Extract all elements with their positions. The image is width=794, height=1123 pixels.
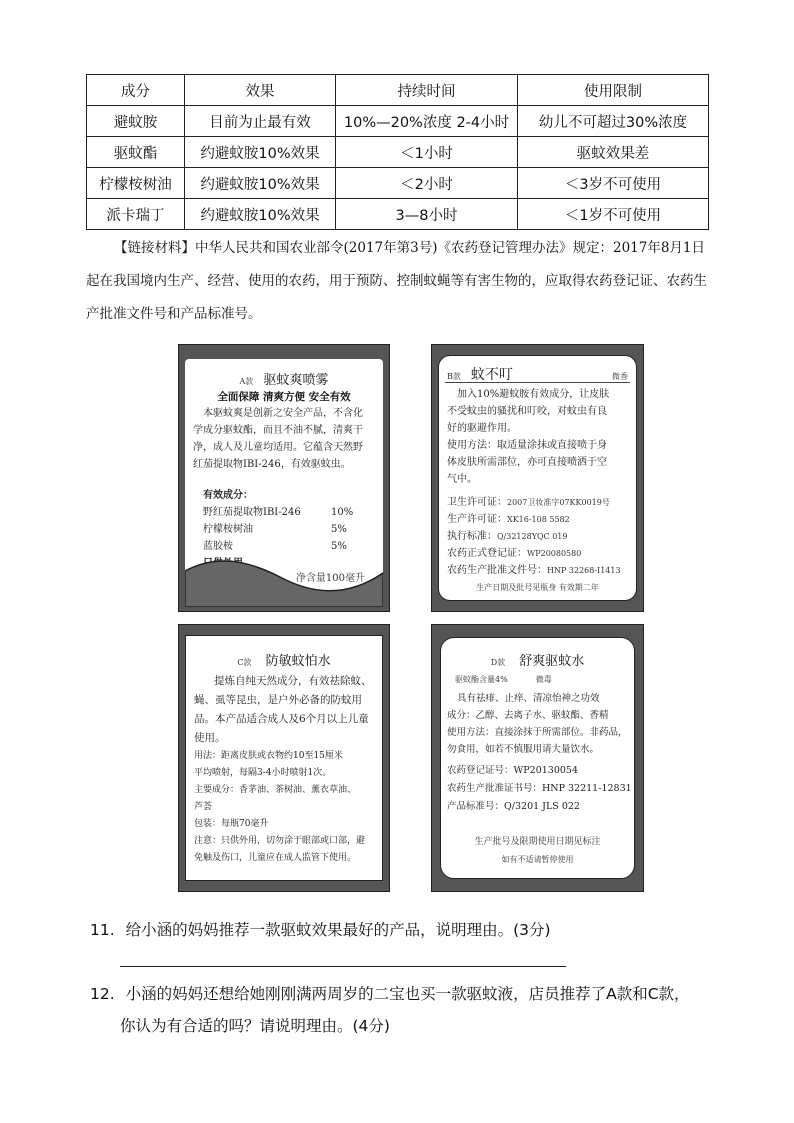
reg-value: WP20080580 — [527, 549, 582, 558]
desc-line: 品。本产品适合成人及6个月以上儿童 — [194, 713, 369, 725]
table-cell: 3—8小时 — [336, 199, 518, 230]
desc-line: 具有祛痱、止痒、清凉怡神之功效 — [457, 693, 600, 704]
ingredient-pct: 5% — [331, 541, 347, 552]
table-row — [87, 199, 709, 230]
table-cell: 约避蚊胺10%效果 — [185, 137, 336, 168]
table-cell: 约避蚊胺10%效果 — [185, 168, 336, 199]
link-material-paragraph: 【链接材料】中华人民共和国农业部令(2017年第3号)《农药登记管理办法》规定：2017年8月1日起在我国境内生产、经营、使用的农药，用于预防、控制蚊蝇等有害生物的，应取得农药登记证、农药生产批准文件号和产品标准号。 — [86, 240, 707, 322]
detail-line: 平均喷射，每隔3-4小时喷射1次。 — [194, 768, 332, 778]
table-row — [87, 137, 709, 168]
table-cell: 避蚊胺 — [87, 106, 185, 137]
table-cell: ＜2小时 — [336, 168, 518, 199]
label-tag: A款 — [239, 377, 254, 386]
content-line-key: 驱蚊酯含量4% — [455, 675, 508, 684]
detail-line: 芦荟 — [194, 802, 213, 812]
table-cell: 派卡瑞丁 — [87, 199, 185, 230]
desc-line: 学成分驱蚊酯，而且不油不腻，清爽干 — [193, 425, 363, 436]
reg-value: HNP 32268-I1413 — [547, 566, 621, 575]
detail-line: 包装：每瓶70毫升 — [194, 819, 269, 829]
question-text-continued: 你认为有合适的吗？请说明理由。(4分) — [120, 1017, 390, 1035]
desc-line: 加入10%避蚊胺有效成分，让皮肤 — [457, 389, 610, 400]
product-name: 蚊不叮 — [470, 367, 513, 383]
desc-line: 提炼自纯天然成分，有效祛除蚊、 — [214, 675, 372, 687]
detail-line: 用法：距离皮肤或衣物约10至15厘米 — [194, 751, 343, 761]
label-tag: B款 — [447, 372, 461, 381]
product-label-a — [178, 344, 390, 612]
label-tag: C款 — [237, 658, 252, 667]
table-cell: 目前为止最有效 — [185, 106, 336, 137]
divider — [445, 382, 630, 383]
question-number: 11. — [90, 921, 115, 939]
table-header-row — [87, 75, 709, 106]
product-note: 微香 — [612, 372, 628, 381]
label-footer: 如有不适请暂停使用 — [501, 855, 574, 864]
table-header: 使用限制 — [518, 75, 709, 106]
reg-key: 执行标准： — [447, 531, 497, 542]
reg-line: 产品标准号：Q/3201 JLS 022 — [447, 801, 580, 812]
ingredient-pct: 5% — [331, 524, 347, 535]
desc-line: 使用方法：直接涂抹于所需部位。非药品， — [447, 727, 628, 738]
reg-value: XK16-108 5582 — [507, 515, 570, 524]
detail-line: 主要成分：香茅油、茶树油、薰衣草油、 — [194, 785, 357, 795]
question-number: 12. — [90, 985, 115, 1003]
table-cell: 驱蚊酯 — [87, 137, 185, 168]
table-row — [87, 168, 709, 199]
ingredient-name: 柠檬桉树油 — [203, 524, 253, 535]
table-header: 持续时间 — [336, 75, 518, 106]
desc-line: 红茄提取物IBI-246，有效驱蚊虫。 — [193, 459, 351, 470]
reg-key: 卫生许可证： — [447, 497, 507, 508]
desc-line: 蝇、虱等昆虫，是户外必备的防蚊用 — [194, 694, 362, 706]
reg-line: 农药登记证号：WP20130054 — [447, 765, 579, 776]
reg-value: 2007卫妆准字07KK0019号 — [507, 498, 610, 507]
desc-line: 本驱蚊爽是创新之安全产品，不含化 — [203, 408, 363, 419]
answer-line[interactable] — [120, 966, 566, 967]
label-footer: 生产日期及批号见瓶身 有效期二年 — [476, 583, 599, 592]
desc-line: 好的驱避作用。 — [447, 423, 517, 434]
table-cell: 驱蚊效果差 — [518, 137, 709, 168]
question-12 — [90, 982, 690, 1004]
net-content: 净含量100毫升 — [295, 573, 365, 584]
content-line-value: 微毒 — [535, 675, 552, 684]
ingredient-pct: 10% — [331, 507, 354, 518]
table-header: 成分 — [87, 75, 185, 106]
ingredient-table — [86, 74, 709, 230]
ingredient-name: 野红茄提取物IBI-246 — [203, 507, 301, 518]
desc-line: 成分：乙醇、去离子水、驱蚊酯、香精 — [447, 710, 609, 721]
ingredients-title: 有效成分： — [203, 490, 253, 501]
reg-key: 生产许可证： — [447, 514, 507, 525]
product-name: 防敏蚊怕水 — [265, 654, 331, 669]
desc-line: 勿食用，如若不慎服用请大量饮水。 — [447, 744, 600, 755]
product-label-b — [431, 344, 644, 612]
table-cell: ＜3岁不可使用 — [518, 168, 709, 199]
table-cell: 10%—20%浓度 2-4小时 — [336, 106, 518, 137]
table-cell: 幼儿不可超过30%浓度 — [518, 106, 709, 137]
ingredient-name: 蓝胶桉 — [203, 541, 233, 552]
product-name: 驱蚊爽喷雾 — [263, 373, 329, 388]
reg-line: 农药生产批准证书号：HNP 32211-12831 — [447, 783, 632, 794]
table-cell: ＜1小时 — [336, 137, 518, 168]
question-text: 给小涵的妈妈推荐一款驱蚊效果最好的产品，说明理由。(3分) — [125, 921, 551, 939]
desc-line: 体皮肤所需部位，亦可直接喷洒于空 — [447, 457, 607, 468]
product-label-c — [178, 624, 390, 892]
question-text: 小涵的妈妈还想给她刚刚满两周岁的二宝也买一款驱蚊液，店员推荐了A款和C款， — [125, 985, 690, 1003]
product-label-d — [431, 624, 644, 892]
desc-line: 气中。 — [447, 474, 477, 485]
reg-value: Q/32128YQC 019 — [497, 532, 568, 541]
desc-line: 使用。 — [194, 732, 226, 744]
product-slogan: 全面保障 清爽方便 安全有效 — [217, 391, 351, 403]
product-name: 舒爽驱蚊水 — [519, 654, 585, 669]
table-cell: 约避蚊胺10%效果 — [185, 199, 336, 230]
reg-key: 农药正式登记证： — [447, 548, 527, 559]
desc-line: 净，成人及儿童均适用。它蕴含天然野 — [193, 442, 363, 453]
desc-line: 使用方法：取适量涂抹或直接喷于身 — [447, 440, 607, 451]
table-cell: 柠檬桉树油 — [87, 168, 185, 199]
reg-key: 农药生产批准文件号： — [447, 565, 547, 576]
table-header: 效果 — [185, 75, 336, 106]
detail-line: 免触及伤口，儿童应在成人监管下使用。 — [194, 853, 357, 863]
table-row — [87, 106, 709, 137]
detail-line: 注意：只供外用，切勿涂于眼部或口部，避 — [194, 836, 366, 846]
wave-decoration — [185, 555, 383, 607]
label-footer: 生产批号及限期使用日期见标注 — [474, 837, 601, 847]
table-cell: ＜1岁不可使用 — [518, 199, 709, 230]
desc-line: 不受蚊虫的骚扰和叮咬，对蚊虫有良 — [447, 406, 607, 417]
label-tag: D款 — [490, 658, 506, 667]
question-11 — [90, 918, 551, 940]
